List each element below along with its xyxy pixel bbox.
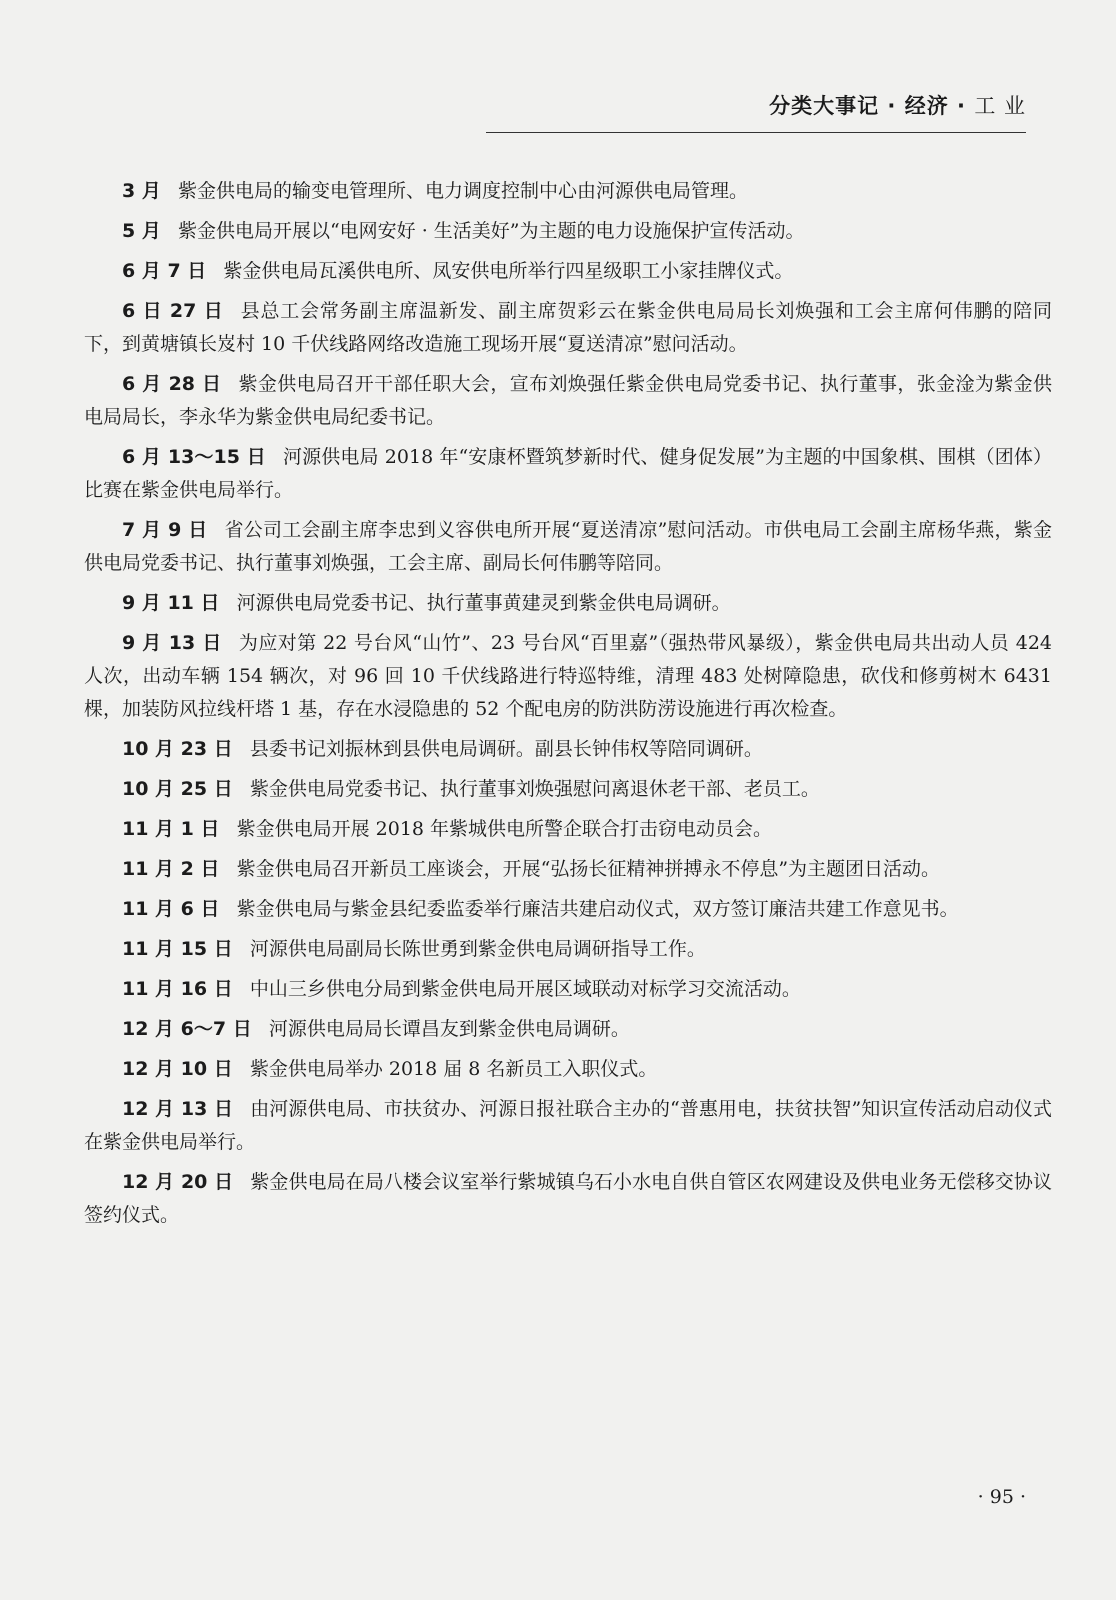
- entry: [84, 587, 1052, 620]
- entry-date: 9 月 13 日: [122, 632, 222, 654]
- entry-date: 3 月: [122, 180, 161, 202]
- entry-date: 10 月 23 日: [122, 738, 233, 760]
- entry: [84, 514, 1052, 580]
- header-title: [486, 90, 1026, 120]
- entry-text: 县总工会常务副主席温新发、副主席贺彩云在紫金供电局局长刘焕强和工会主席何伟鹏的陪同下，到黄塘镇长岌村 10 千伏线路网络改造施工现场开展“夏送清凉”慰问活动。: [84, 300, 1052, 355]
- entry-text: 紫金供电局瓦溪供电所、凤安供电所举行四星级职工小家挂牌仪式。: [223, 260, 794, 282]
- entry-date: 6 月 7 日: [122, 260, 207, 282]
- chronicle-entries: [84, 175, 1052, 1239]
- entry: [84, 773, 1052, 806]
- entry: [84, 441, 1052, 507]
- entry-date: 6 日 27 日: [122, 300, 224, 322]
- entry-text: 紫金供电局开展以“电网安好 · 生活美好”为主题的电力设施保护宣传活动。: [177, 220, 805, 242]
- entry: [84, 627, 1052, 726]
- entry-text: 紫金供电局在局八楼会议室举行紫城镇乌石小水电自供自管区农网建设及供电业务无偿移交协议签约仪式。: [84, 1171, 1052, 1226]
- entry-text: 河源供电局局长谭昌友到紫金供电局调研。: [268, 1018, 630, 1040]
- page-number: · 95 ·: [977, 1486, 1026, 1508]
- entry-date: 6 月 13～15 日: [122, 446, 266, 468]
- entry-text: 紫金供电局的输变电管理所、电力调度控制中心由河源供电局管理。: [177, 180, 748, 202]
- entry-date: 7 月 9 日: [122, 519, 208, 541]
- entry: [84, 175, 1052, 208]
- entry: [84, 1093, 1052, 1159]
- entry-text: 省公司工会副主席李忠到义容供电所开展“夏送清凉”慰问活动。市供电局工会副主席杨华燕，紫金供电局党委书记、执行董事刘焕强，工会主席、副局长何伟鹏等陪同。: [84, 519, 1052, 574]
- entry: [84, 933, 1052, 966]
- entry-date: 12 月 13 日: [122, 1098, 234, 1120]
- header-rule: [486, 132, 1026, 133]
- entry-text: 河源供电局党委书记、执行董事黄建灵到紫金供电局调研。: [236, 592, 731, 614]
- entry: [84, 733, 1052, 766]
- entry: [84, 813, 1052, 846]
- entry: [84, 893, 1052, 926]
- entry: [84, 973, 1052, 1006]
- entry-text: 河源供电局 2018 年“安康杯暨筑梦新时代、健身促发展”为主题的中国象棋、围棋（团体）比赛在紫金供电局举行。: [84, 446, 1052, 501]
- entry-date: 11 月 6 日: [122, 898, 220, 920]
- entry-date: 5 月: [122, 220, 161, 242]
- entry: [84, 295, 1052, 361]
- entry: [84, 215, 1052, 248]
- entry: [84, 368, 1052, 434]
- entry-text: 紫金供电局召开干部任职大会，宣布刘焕强任紫金供电局党委书记、执行董事，张金淦为紫金供电局局长，李永华为紫金供电局纪委书记。: [84, 373, 1052, 428]
- header-category: 分类大事记 · 经济 ·: [769, 94, 975, 118]
- entry: [84, 255, 1052, 288]
- entry-text: 紫金供电局开展 2018 年紫城供电所警企联合打击窃电动员会。: [236, 818, 773, 840]
- running-header: [486, 90, 1026, 133]
- entry-text: 县委书记刘振林到县供电局调研。副县长钟伟权等陪同调研。: [249, 738, 763, 760]
- entry-date: 9 月 11 日: [122, 592, 220, 614]
- entry-text: 紫金供电局举办 2018 届 8 名新员工入职仪式。: [249, 1058, 658, 1080]
- entry: [84, 853, 1052, 886]
- entry-date: 11 月 15 日: [122, 938, 233, 960]
- entry: [84, 1053, 1052, 1086]
- entry-date: 10 月 25 日: [122, 778, 233, 800]
- entry-text: 为应对第 22 号台风“山竹”、23 号台风“百里嘉”（强热带风暴级），紫金供电局共出动人员 424 人次，出动车辆 154 辆次，对 96 回 10 千伏线路进行特巡特维，清理 483 处树障隐患，砍伐和修剪树木 6431 棵，加装防风拉线杆塔 1 基，存在水浸隐患的 52 个配电房的防洪防涝设施进行再次检查。: [84, 632, 1052, 720]
- entry-text: 由河源供电局、市扶贫办、河源日报社联合主办的“普惠用电，扶贫扶智”知识宣传活动启动仪式在紫金供电局举行。: [84, 1098, 1052, 1153]
- header-section: 工 业: [974, 94, 1026, 118]
- entry-date: 12 月 6～7 日: [122, 1018, 252, 1040]
- entry-text: 紫金供电局与紫金县纪委监委举行廉洁共建启动仪式，双方签订廉洁共建工作意见书。: [236, 898, 959, 920]
- entry: [84, 1013, 1052, 1046]
- entry-text: 紫金供电局召开新员工座谈会，开展“弘扬长征精神拼搏永不停息”为主题团日活动。: [236, 858, 941, 880]
- entry-date: 12 月 10 日: [122, 1058, 233, 1080]
- entry-date: 11 月 16 日: [122, 978, 233, 1000]
- entry-text: 河源供电局副局长陈世勇到紫金供电局调研指导工作。: [249, 938, 706, 960]
- entry-text: 紫金供电局党委书记、执行董事刘焕强慰问离退休老干部、老员工。: [249, 778, 820, 800]
- entry-date: 11 月 2 日: [122, 858, 220, 880]
- entry: [84, 1166, 1052, 1232]
- entry-text: 中山三乡供电分局到紫金供电局开展区域联动对标学习交流活动。: [249, 978, 801, 1000]
- entry-date: 12 月 20 日: [122, 1171, 234, 1193]
- entry-date: 6 月 28 日: [122, 373, 222, 395]
- entry-date: 11 月 1 日: [122, 818, 220, 840]
